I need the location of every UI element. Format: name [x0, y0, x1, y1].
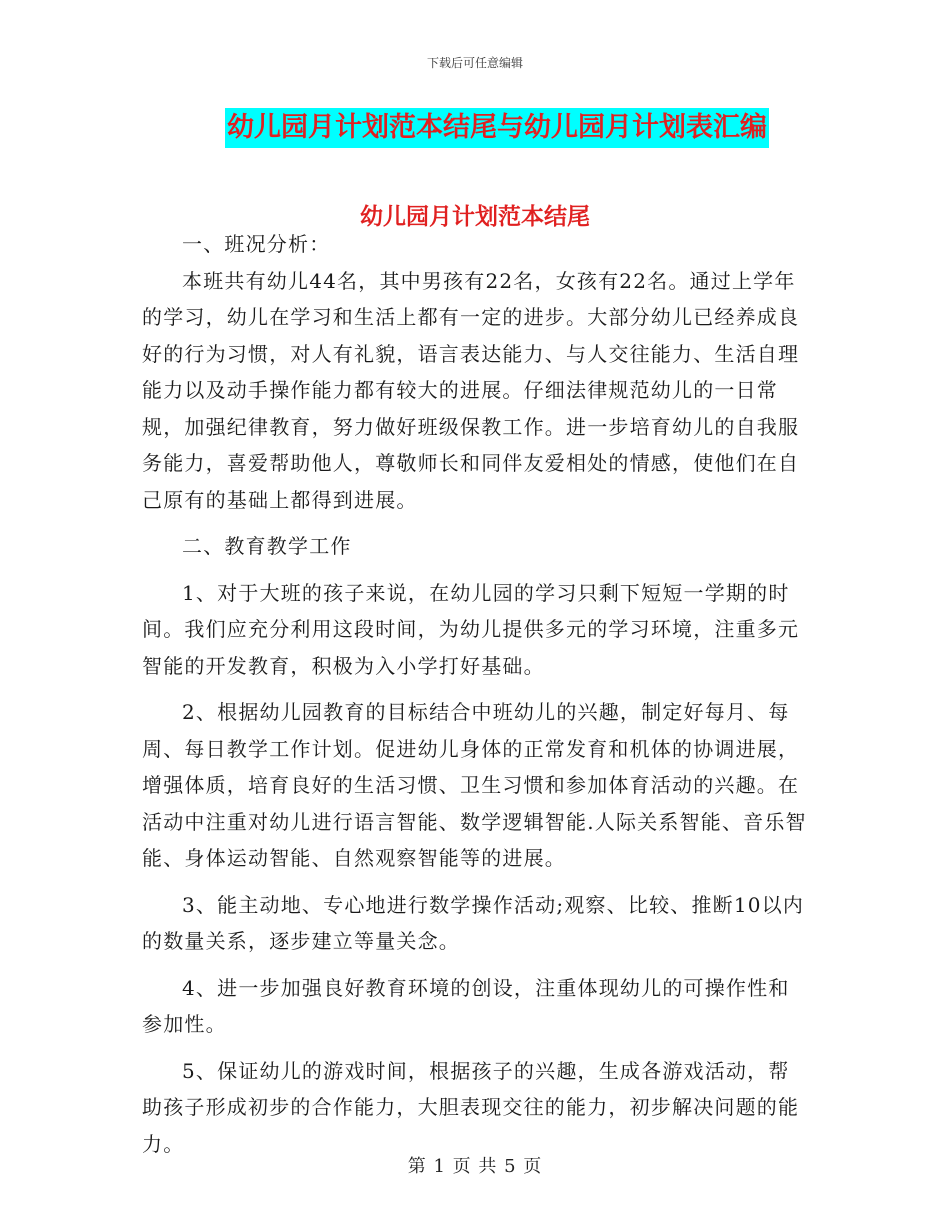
page-number-footer: 第 1 页 共 5 页: [407, 1156, 543, 1177]
section-title: 幼儿园月计划范本结尾: [360, 203, 590, 230]
page-header-note: 下载后可任意编辑: [426, 56, 523, 70]
main-title: 幼儿园月计划范本结尾与幼儿园月计划表汇编: [225, 108, 769, 148]
section-heading-teaching-work: 二、教育教学工作: [182, 534, 352, 558]
main-title-container: [0, 108, 950, 148]
paragraph-item-2: 2、根据幼儿园教育的目标结合中班幼儿的兴趣，制定好每月、每周、每日教学工作计划。促进幼儿身体的正常发育和机体的协调进展，增强体质，培育良好的生活习惯、卫生习惯和参加体育活动的兴趣。在活动中注重对幼儿进行语言智能、数学逻辑智能.人际关系智能、音乐智能、身体运动智能、自然观察智能等的进展。: [142, 700, 807, 870]
paragraph-class-analysis: 本班共有幼儿44名，其中男孩有22名，女孩有22名。通过上学年的学习，幼儿在学习和生活上都有一定的进步。大部分幼儿已经养成良好的行为习惯，对人有礼貌，语言表达能力、与人交往能力、生活自理能力以及动手操作能力都有较大的进展。仔细法律规范幼儿的一日常规，加强纪律教育，努力做好班级保教工作。进一步培育幼儿的自我服务能力，喜爱帮助他人，尊敬师长和同伴友爱相处的情感，使他们在自己原有的基础上都得到进展。: [142, 268, 800, 512]
paragraph-item-5: 5、保证幼儿的游戏时间，根据孩子的兴趣，生成各游戏活动，帮助孩子形成初步的合作能力，大胆表现交往的能力，初步解决问题的能力。: [142, 1058, 800, 1156]
document-body: [142, 226, 810, 1162]
paragraph-item-4: 4、进一步加强良好教育环境的创设，注重体现幼儿的可操作性和参加性。: [142, 975, 790, 1036]
paragraph-item-3: 3、能主动地、专心地进行数学操作活动;观察、比较、推断10以内的数量关系，逐步建立等量关念。: [142, 892, 805, 953]
section-heading-class-analysis: 一、班况分析：: [182, 232, 331, 256]
paragraph-item-1: 1、对于大班的孩子来说，在幼儿园的学习只剩下短短一学期的时间。我们应充分利用这段时间，为幼儿提供多元的学习环境，注重多元智能的开发教育，积极为入小学打好基础。: [142, 580, 800, 678]
